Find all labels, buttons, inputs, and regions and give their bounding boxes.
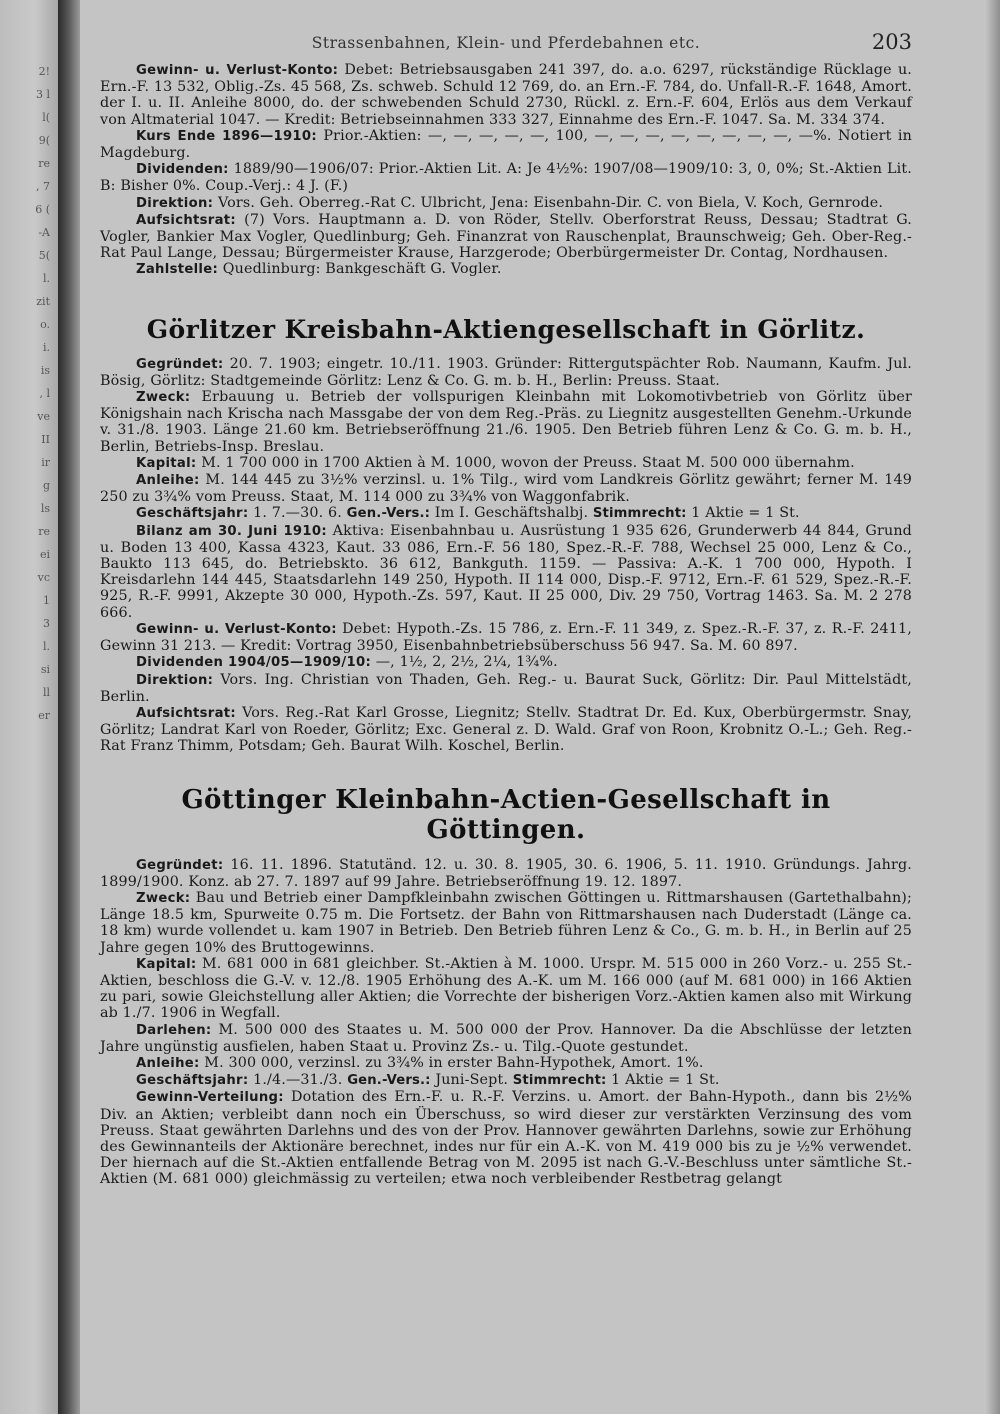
page-content xyxy=(100,28,912,1188)
dividenden-entry: Dividenden: 1889/90—1906/07: Prior.-Aktien Lit. A: Je 4½%: 1907/08—1909/10: 3, 0, 0%; St.-Aktien Lit. B: Bisher 0%. Coup.-Verj.: 4 J. (F.) xyxy=(100,161,912,195)
facing-page-fragment: 1 xyxy=(43,594,50,607)
direktion-entry: Direktion: Vors. Geh. Oberreg.-Rat C. Ulbricht, Jena: Eisenbahn-Dir. C. von Biela, V. Koch, Gernrode. xyxy=(136,194,884,211)
gewinn-verteilung-entry: Gewinn-Verteilung: Dotation des Ern.-F. u. R.-F. Verzins. u. Amort. der Bahn-Hypoth., dann bis 2½% Div. an Aktien; verbleibt dann noch ein Überschuss, so wird dieser zur verstärkten Verzinsung des vom Preuss. Staat gewährten Darlehns und des von der Prov. Hannover gewährten Darlehns, sowie zur Erhöhung des Gewinnanteils der Aktionäre berechnet, indes nur für ein A.-K. von M. 419 000 bis zu je ½% verwendet. Der hiernach auf die St.-Aktien entfallende Betrag von M. 2095 ist nach G.-V.-Beschluss unter sämtliche St.-Aktien (M. 681 000) gleichmässig zu verteilen; etwa noch verbleibender Restbetrag gelangt xyxy=(100,1089,912,1188)
facing-page-fragment: 6 ( xyxy=(35,203,50,216)
facing-page-fragment: 5( xyxy=(38,249,50,262)
facing-page-fragment: er xyxy=(38,709,50,722)
anleihe-entry: Anleihe: M. 144 445 zu 3½% verzinsl. u. 1% Tilg., wird vom Landkreis Görlitz gewährt; ferner M. 149 250 zu 3¾% vom Preuss. Staat, M. 114 000 zu 3¾% von Waggonfabrik. xyxy=(100,472,912,506)
facing-page-fragment: ve xyxy=(37,410,50,423)
darlehen-entry: Darlehen: M. 500 000 des Staates u. M. 500 000 der Prov. Hannover. Da die Abschlüsse der letzten Jahre ungünstig ausfielen, haben Staat u. Provinz Zs.- u. Tilg.-Quote gestundet. xyxy=(100,1021,912,1055)
facing-page-fragment: 3 xyxy=(43,617,50,630)
kapital-entry: Kapital: M. 1 700 000 in 1700 Aktien à M. 1000, wovon der Preuss. Staat M. 500 000 übernahm. xyxy=(136,454,855,471)
dividenden-entry: Dividenden 1904/05—1909/10: —, 1½, 2, 2½, 2¼, 1¾%. xyxy=(136,654,558,671)
running-header xyxy=(100,28,912,62)
facing-page-fragment: ls xyxy=(40,502,50,515)
facing-page-fragment: , l xyxy=(39,387,50,400)
gegruendet-entry: Gegründet: 16. 11. 1896. Statutänd. 12. u. 30. 8. 1905, 30. 6. 1906, 5. 11. 1910. Gründungs. Jahrg. 1899/1900. Konz. ab 27. 7. 1897 auf 99 Jahre. Betriebseröffnung 19. 12. 1897. xyxy=(100,856,912,890)
anleihe-entry: Anleihe: M. 300 000, verzinsl. zu 3¾% in erster Bahn-Hypothek, Amort. 1%. xyxy=(136,1054,704,1071)
page-number: 203 xyxy=(871,30,912,54)
kurs-entry: Kurs Ende 1896—1910: Prior.-Aktien: —, —, —, —, —, 100, —, —, —, —, —, —, —, —, —%. Notiert in Magdeburg. xyxy=(100,127,912,162)
facing-page-fragment: 9( xyxy=(38,134,50,147)
gegruendet-entry: Gegründet: 20. 7. 1903; eingetr. 10./11. 1903. Gründer: Rittergutspächter Rob. Naumann, Kaufm. Jul. Bösig, Görlitz: Stadtgemeinde Görlitz: Lenz & Co. G. m. b. H., Berlin: Preuss. Staat. xyxy=(100,355,912,389)
facing-page-fragment: vc xyxy=(37,571,50,584)
gewinn-verlust-entry: Gewinn- u. Verlust-Konto: Debet: Betriebsausgaben 241 397, do. a.o. 6297, rückständige Rücklage u. Ern.-F. 13 532, Oblig.-Zs. 45 568, Zs. schweb. Schuld 12 769, do. an Ern.-F. 784, do. Unfall-R.-F. 1648, Amort. der I. u. II. Anleihe 8000, do. der schwebenden Schuld 2730, Rückl. z. Ern.-F. 604, Erlös aus dem Verkauf von Altmaterial 1047. — Kredit: Betriebseinnahmen 333 327, Einnahme des Ern.-F. 1047. Sa. M. 334 374. xyxy=(100,62,912,128)
bilanz-entry: Bilanz am 30. Juni 1910: Aktiva: Eisenbahnbau u. Ausrüstung 1 935 626, Grunderwerb 44 844, Grund u. Boden 13 400, Kassa 4323, Kaut. 33 086, Ern.-F. 56 180, Spez.-R.-F. 788, Wechsel 25 000, Lenz & Co., Baukto 113 645, do. Betriebskto. 36 612, Bankguth. 1159. — Passiva: A.-K. 1 700 000, Hypoth. I Kreisdarlehn 144 445, Staatsdarlehn 149 250, Hypoth. II 114 000, Disp.-F. 9712, Ern.-F. 61 529, Spez.-R.-F. 925, R.-F. 9991, Akzepte 30 000, Hypoth.-Zs. 597, Kaut. II 25 000, Div. 29 750, Vortrag 1463. Sa. M. 2 278 666. xyxy=(100,522,912,621)
gutter-shadow xyxy=(58,0,80,1414)
facing-page-fragment: re xyxy=(38,157,50,170)
facing-page-fragment: -A xyxy=(38,226,50,239)
zweck-entry: Zweck: Erbauung u. Betrieb der vollspurigen Kleinbahn mit Lokomotivbetrieb von Görlitz über Königshain nach Krischa nach Massgabe der von dem Reg.-Präs. zu Liegnitz ausgestellten Genehm.-Urkunde v. 31./8. 1903. Länge 21.60 km. Betriebseröffnung 21./6. 1905. Den Betrieb führen Lenz & Co. G. m. b. H., Berlin, Betriebs-Insp. Breslau. xyxy=(100,389,912,455)
page-right-edge xyxy=(986,0,1000,1414)
running-title: Strassenbahnen, Klein- und Pferdebahnen etc. xyxy=(311,34,701,52)
facing-page-fragment: o. xyxy=(40,318,50,331)
geschaeftsjahr-entry: Geschäftsjahr: 1. 7.—30. 6. Gen.-Vers.: Im I. Geschäftshalbj. Stimmrecht: 1 Aktie = 1 St. xyxy=(136,505,800,522)
facing-page-fragment: ei xyxy=(39,548,50,561)
facing-page-fragment: 3 l xyxy=(35,88,50,101)
facing-page-fragment: l. xyxy=(42,272,50,285)
facing-page-fragment: l( xyxy=(42,111,50,124)
facing-page-fragment: l. xyxy=(42,640,50,653)
gewinn-verlust-entry: Gewinn- u. Verlust-Konto: Debet: Hypoth.-Zs. 15 786, z. Ern.-F. 11 349, z. Spez.-R.-F. 37, z. R.-F. 2411, Gewinn 31 213. — Kredit: Vortrag 3950, Eisenbahnbetriebsüberschuss 56 947. Sa. M. 60 897. xyxy=(100,620,912,655)
direktion-entry: Direktion: Vors. Ing. Christian von Thaden, Geh. Reg.- u. Baurat Suck, Görlitz: Dir. Paul Mittelstädt, Berlin. xyxy=(100,671,912,705)
aufsichtsrat-entry: Aufsichtsrat: Vors. Reg.-Rat Karl Grosse, Liegnitz; Stellv. Stadtrat Dr. Ed. Kux, Oberbürgermstr. Snay, Görlitz; Landrat Karl von Roeder, Görlitz; Exc. General z. D. Wald. Graf von Roon, Krobnitz O.-L.; Geh. Reg.-Rat Franz Thimm, Potsdam; Geh. Baurat Wilh. Koschel, Berlin. xyxy=(100,704,912,755)
goettingen-section xyxy=(100,857,912,1188)
zahlstelle-entry: Zahlstelle: Quedlinburg: Bankgeschäft G. Vogler. xyxy=(136,261,502,278)
facing-page-fragment: i. xyxy=(42,341,50,354)
facing-page-fragment: si xyxy=(40,663,50,676)
company-heading-goettingen: Göttinger Kleinbahn-Actien-Gesellschaft in Göttingen. xyxy=(181,784,831,845)
facing-page-fragment: II xyxy=(41,433,50,446)
prev-company-section xyxy=(100,62,912,279)
company-heading-goerlitz: Görlitzer Kreisbahn-Aktiengesellschaft in Görlitz. xyxy=(146,314,866,344)
geschaeftsjahr-entry: Geschäftsjahr: 1./4.—31./3. Gen.-Vers.: Juni-Sept. Stimmrecht: 1 Aktie = 1 St. xyxy=(136,1072,720,1089)
facing-page-fragment: is xyxy=(40,364,50,377)
facing-page-fragments xyxy=(0,60,50,727)
zweck-entry: Zweck: Bau und Betrieb einer Dampfkleinbahn zwischen Göttingen u. Rittmarshausen (Gartethalbahn); Länge 18.5 km, Spurweite 0.75 m. Die Fortsetz. der Bahn von Rittmarshausen nach Duderstadt (Länge ca. 18 km) wurde vollendet u. kam 1907 in Betrieb. Den Betrieb führen Lenz & Co., G. m. b. H., in Berlin auf 25 Jahre gegen 10% des Bruttogewinns. xyxy=(100,889,912,956)
facing-page-fragment: ll xyxy=(42,686,50,699)
facing-page-fragment: zit xyxy=(36,295,50,308)
facing-page-fragment: , 7 xyxy=(36,180,50,193)
facing-page-fragment: 2! xyxy=(38,65,50,78)
facing-page-fragment: re xyxy=(38,525,50,538)
facing-page-fragment: ir xyxy=(41,456,50,469)
aufsichtsrat-entry: Aufsichtsrat: (7) Vors. Hauptmann a. D. von Röder, Stellv. Oberforstrat Reuss, Dessau; Stadtrat G. Vogler, Bankier Max Vogler, Quedlinburg; Geh. Finanzrat von Rauschenplat, Braunschweig; Geh. Ober-Reg.-Rat Paul Lange, Dessau; Bürgermeister Krause, Harzgerode; Oberbürgermeister Dr. Contag, Nordhausen. xyxy=(100,211,912,262)
goerlitz-section xyxy=(100,356,912,755)
kapital-entry: Kapital: M. 681 000 in 681 gleichber. St.-Aktien à M. 1000. Urspr. M. 515 000 in 260 Vorz.- u. 255 St.-Aktien, beschloss die G.-V. v. 12./8. 1905 Erhöhung des A.-K. um M. 166 000 (auf M. 681 000) in 166 Aktien zu pari, sowie Gleichstellung aller Aktien; die Vorrechte der bisherigen Vorz.-Aktien kamen also mit Wirkung ab 1./7. 1906 in Wegfall. xyxy=(100,955,912,1022)
facing-page-fragment: g xyxy=(42,479,50,492)
